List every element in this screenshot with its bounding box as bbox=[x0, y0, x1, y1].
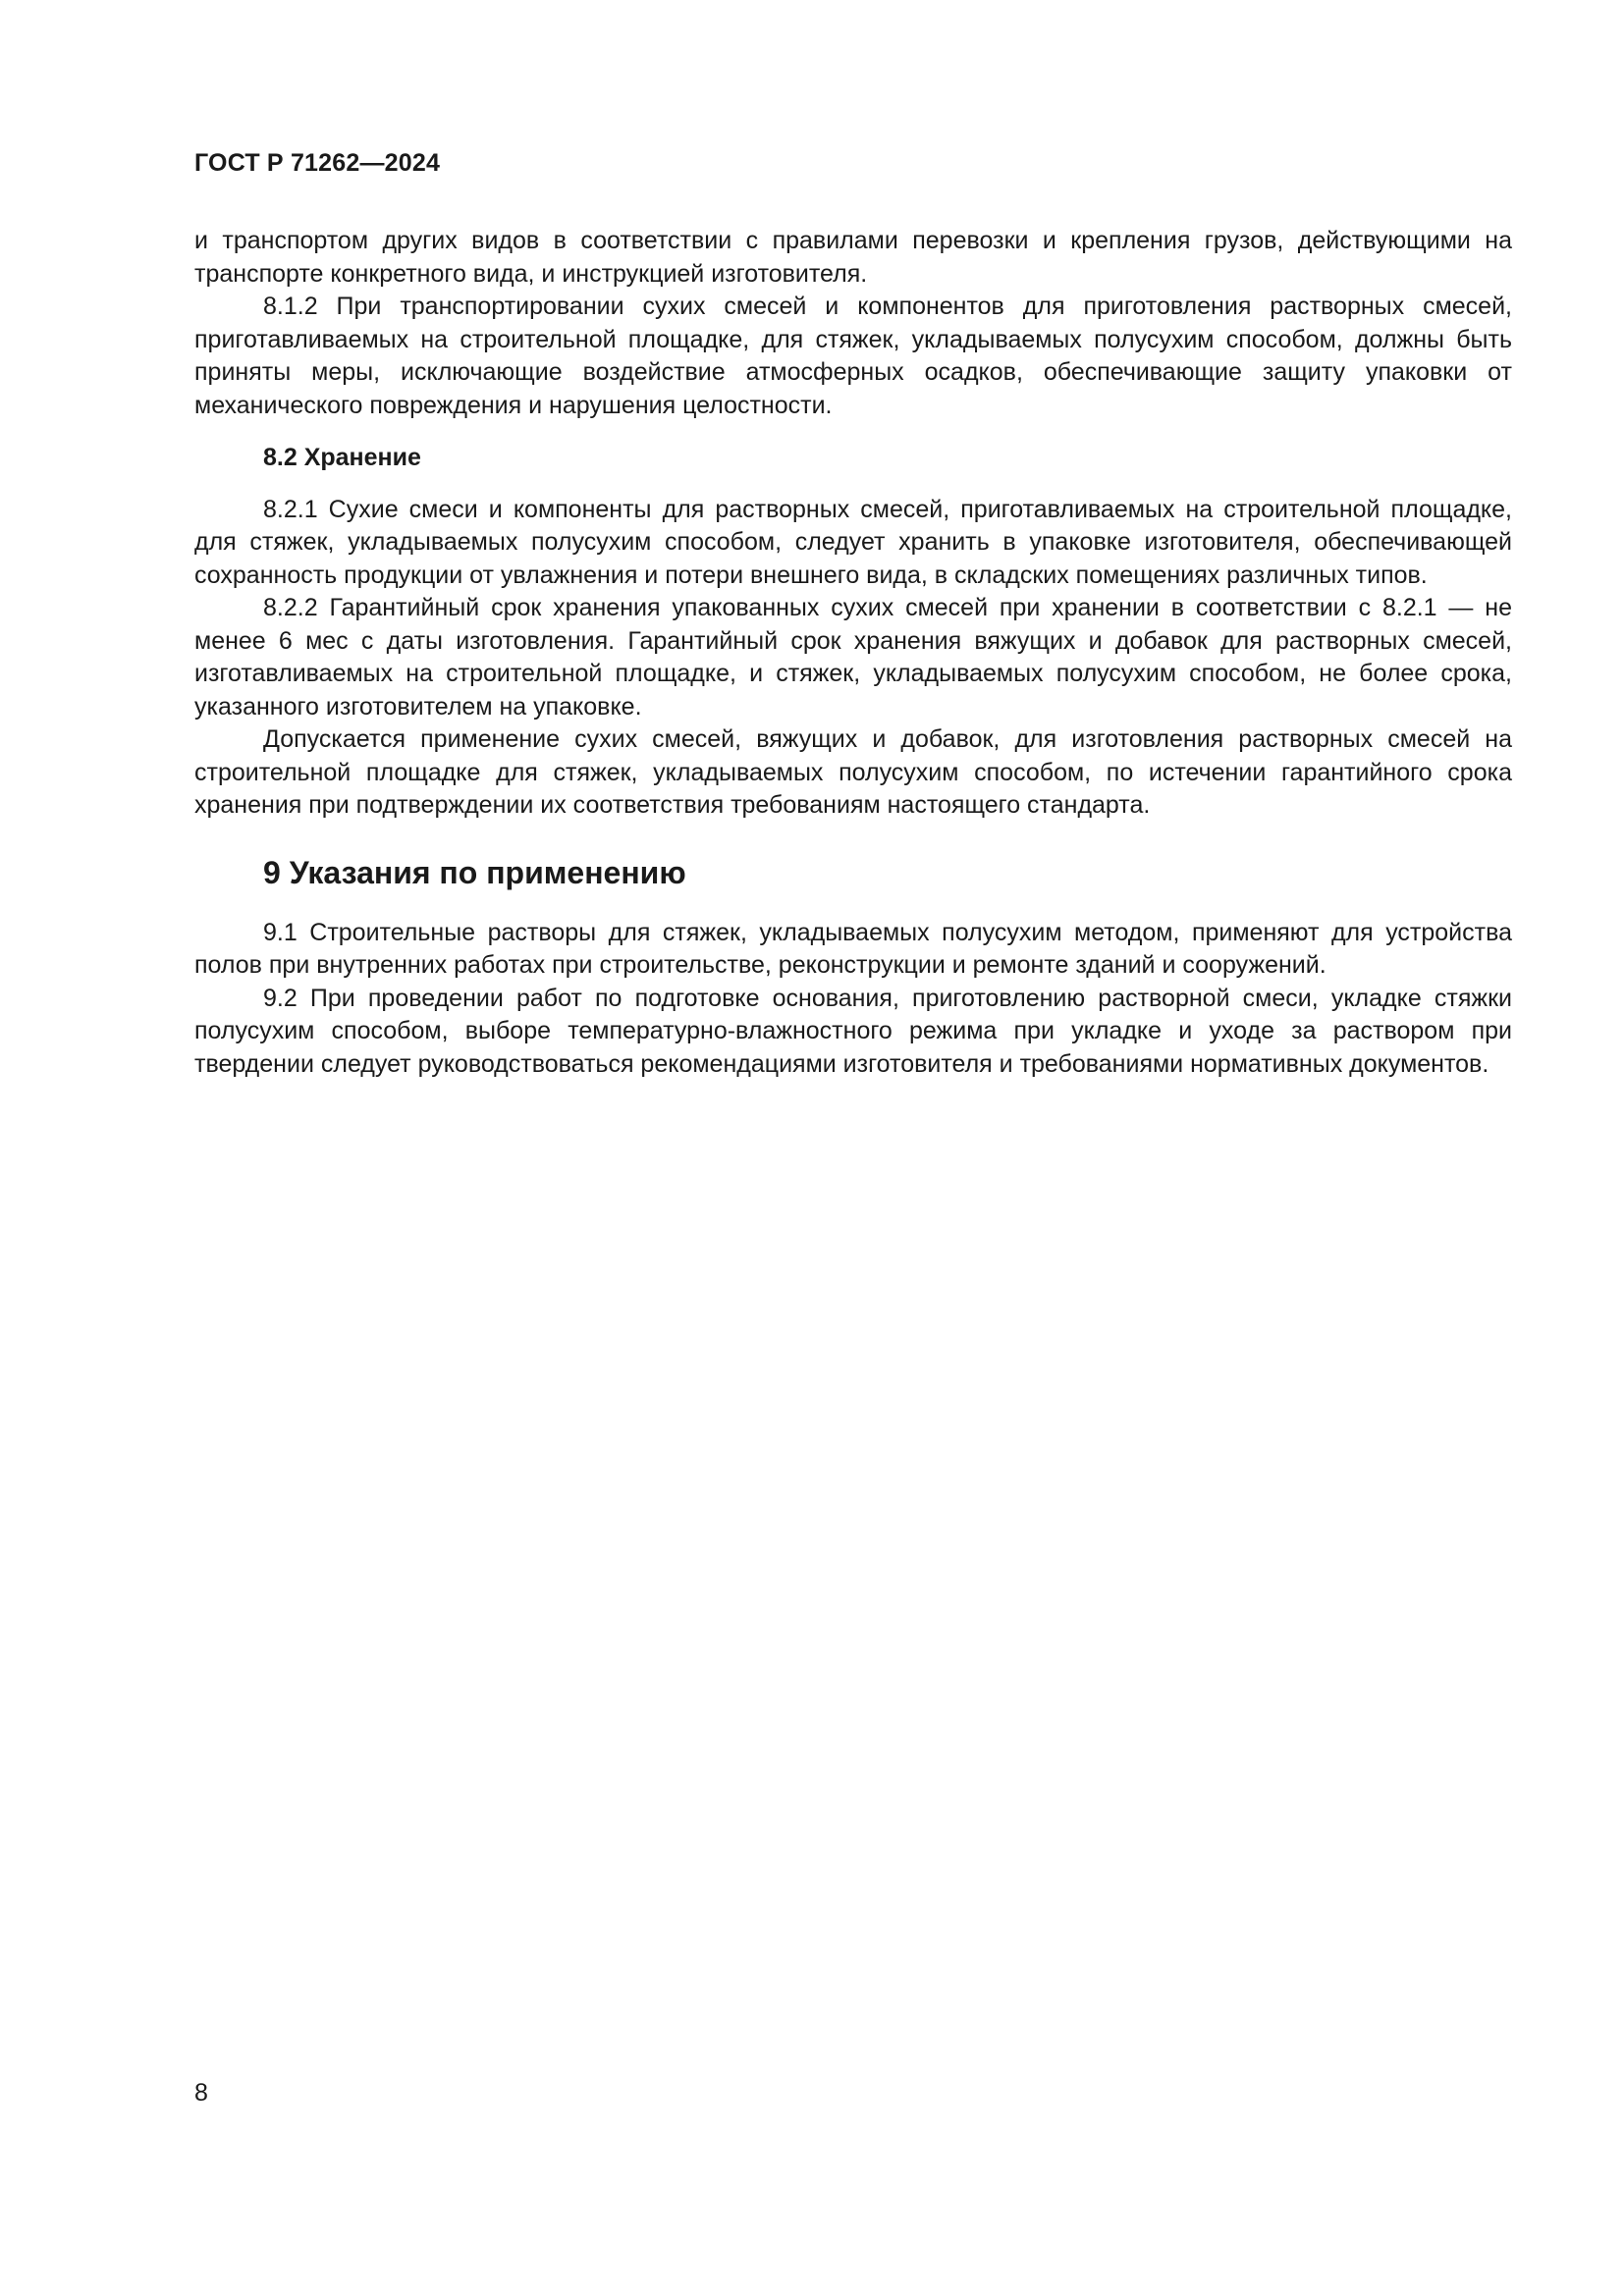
document-body bbox=[194, 225, 1512, 1081]
paragraph-8-2-1: 8.2.1 Сухие смеси и компоненты для растворных смесей, приготавливаемых на строительной площадке, для стяжек, укладываемых полусухим способом, следует хранить в упаковке изготовителя, обеспечивающей сохранность продукции от увлажнения и потери внешнего вида, в складских помещениях различных типов. bbox=[194, 495, 1512, 589]
paragraph-allowed-use: Допускается применение сухих смесей, вяжущих и добавок, для изготовления растворных смесей на строительной площадке для стяжек, укладываемых полусухим способом, по истечении гарантийного срока хранения при подтверждении их соответствия требованиям настоящего стандарта. bbox=[194, 725, 1512, 819]
paragraph-transport-continuation: и транспортом других видов в соответствии с правилами перевозки и крепления грузов, действующими на транспорте конкретного вида, и инструкцией изготовителя. bbox=[194, 227, 1512, 288]
subsection-heading-8-2: 8.2 Хранение bbox=[263, 444, 421, 471]
paragraph-9-2: 9.2 При проведении работ по подготовке основания, приготовлению растворной смеси, укладке стяжки полусухим способом, выборе температурно-влажностного режима при укладке и уходе за раствором при твердении следует руководствоваться рекомендациями изготовителя и требованиями нормативных документов. bbox=[194, 984, 1512, 1078]
paragraph-9-1: 9.1 Строительные растворы для стяжек, укладываемых полусухим методом, применяют для устройства полов при внутренних работах при строительстве, реконструкции и ремонте зданий и сооружений. bbox=[194, 918, 1512, 979]
document-header: ГОСТ Р 71262—2024 bbox=[194, 149, 441, 177]
section-heading-9: 9 Указания по применению bbox=[263, 854, 686, 890]
paragraph-8-2-2: 8.2.2 Гарантийный срок хранения упакованных сухих смесей при хранении в соответствии с 8.2.1 — не менее 6 мес с даты изготовления. Гарантийный срок хранения вяжущих и добавок для растворных смесей, изготавливаемых на строительной площадке, и стяжек, укладываемых полусухим способом, не более срока, указанного изготовителем на упаковке. bbox=[194, 594, 1512, 721]
paragraph-8-1-2: 8.1.2 При транспортировании сухих смесей и компонентов для приготовления растворных смесей, приготавливаемых на строительной площадке, для стяжек, укладываемых полусухим способом, должны быть приняты меры, исключающие воздействие атмосферных осадков, обеспечивающие защиту упаковки от механического повреждения и нарушения целостности. bbox=[194, 293, 1512, 419]
page-number: 8 bbox=[194, 2079, 208, 2107]
